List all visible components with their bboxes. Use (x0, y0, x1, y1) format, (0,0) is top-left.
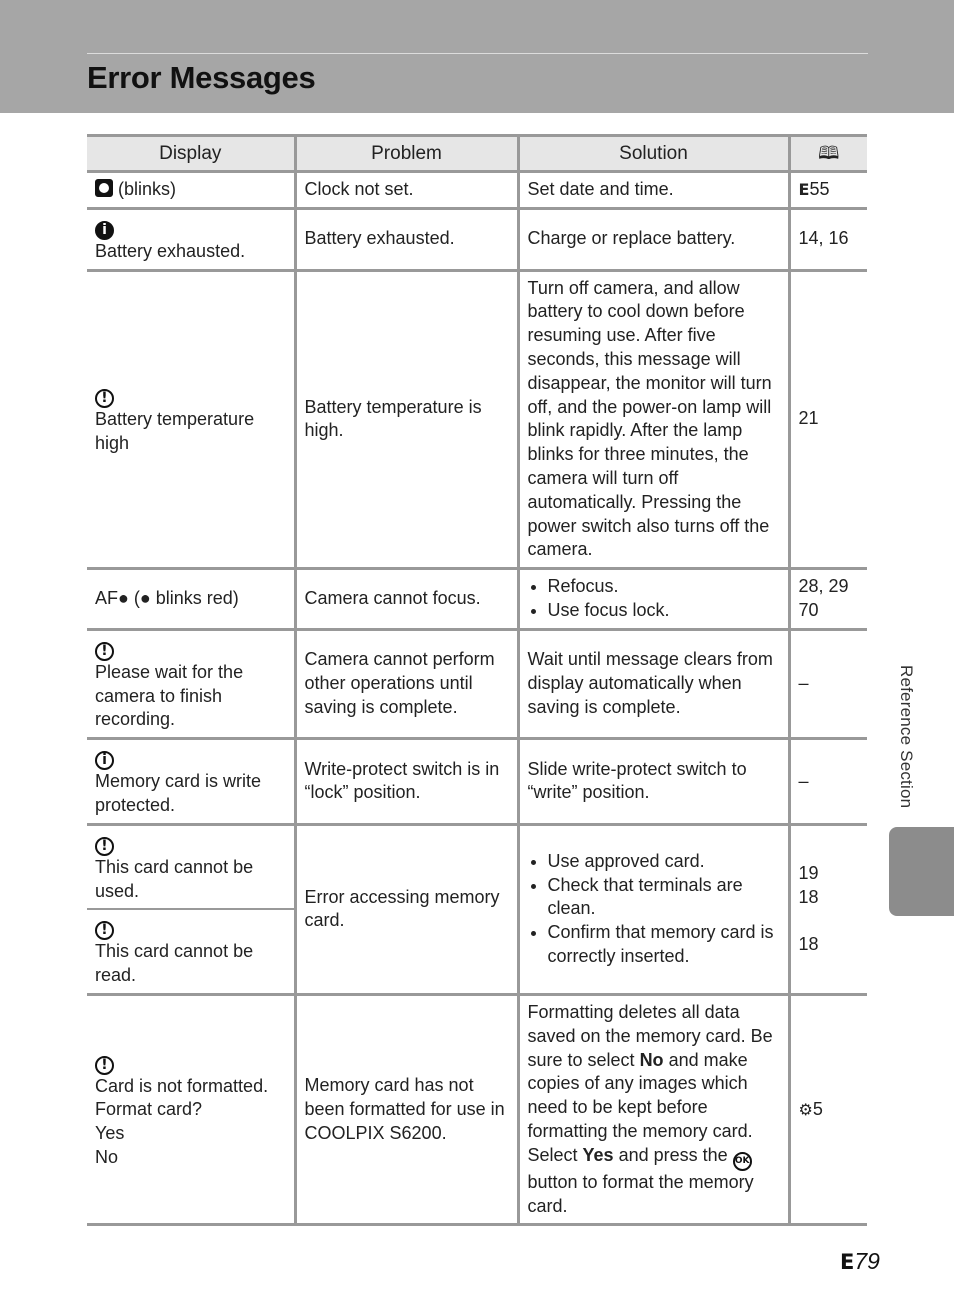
display-text: This card cannot be used. (95, 856, 254, 901)
display-text: Yes (95, 1123, 125, 1144)
yes-option-text: Yes (582, 1144, 614, 1165)
list-item: • Confirm that memory card is correctly inserted. (548, 921, 780, 969)
list-item: • Use approved card. (548, 850, 780, 874)
table-row (87, 629, 867, 738)
table-row (87, 739, 867, 825)
reference-page: 28, 29 (798, 576, 849, 597)
reference-cell: 14, 16 (789, 208, 867, 270)
reference-cell: – (789, 739, 867, 825)
solution-cell: Turn off camera, and allow battery to cool down before resuming use. After five seconds, this message will disappear, the monitor will turn off, and the power-on lamp will blink rapidly. After the lamp blinks for three minutes, the camera will turn off automatically. Pressing the power switch also turns off the camera. (518, 270, 789, 569)
warning-icon: ! (95, 921, 114, 940)
setup-menu-icon: ⚙ (798, 1099, 813, 1119)
solution-cell: Set date and time. (518, 172, 789, 209)
solution-cell: Wait until message clears from display automatically when saving is complete. (518, 629, 789, 738)
display-text: AF● (● blinks red) (87, 569, 295, 630)
table-row (87, 824, 867, 909)
clock-icon (95, 179, 113, 197)
display-text: (blinks) (113, 179, 177, 199)
warning-icon: ! (95, 1056, 114, 1075)
info-icon: i (95, 221, 114, 240)
table-row (87, 994, 867, 1224)
solution-cell: Formatting deletes all data saved on the memory card. Be sure to select No and make copies of any images which need to be kept before formatting the memory card. Select Yes and press the OK button to format the memory card. (518, 994, 789, 1224)
reference-page: 18 (798, 886, 819, 907)
header-rule (87, 53, 868, 54)
reference-cell (789, 994, 867, 1224)
solution-list (528, 575, 780, 623)
problem-cell: Write-protect switch is in “lock” position. (295, 739, 518, 825)
reference-cell: 21 (789, 270, 867, 569)
problem-cell: Error accessing memory card. (295, 824, 518, 994)
solution-cell: Slide write-protect switch to “write” position. (518, 739, 789, 825)
list-item: • Refocus. (548, 575, 780, 599)
book-icon: 🕮 (818, 142, 840, 164)
reference-cell: – (789, 629, 867, 738)
list-item: • Check that terminals are clean. (548, 874, 780, 922)
header-solution: Solution (518, 136, 789, 172)
solution-list (528, 850, 780, 969)
display-text: Card is not formatted. (95, 1075, 269, 1096)
page-number: E79 (840, 1248, 880, 1274)
problem-cell: Memory card has not been formatted for use in COOLPIX S6200. (295, 994, 518, 1224)
ok-button-icon: OK (733, 1152, 752, 1171)
display-text: Battery exhausted. (95, 240, 246, 261)
table-row (87, 569, 867, 630)
reference-page (799, 909, 860, 933)
side-tab-block (889, 827, 954, 916)
table-row (87, 208, 867, 270)
table-row (87, 172, 867, 209)
reference-page: 70 (798, 599, 819, 620)
display-text: Battery temperature high (95, 409, 255, 453)
header-band (0, 0, 954, 113)
reference-cell (789, 172, 867, 209)
header-display: Display (87, 136, 295, 172)
display-text: This card cannot be read. (95, 941, 254, 986)
header-problem: Problem (295, 136, 518, 172)
error-messages-table (87, 134, 867, 1226)
display-text: Format card? (95, 1099, 203, 1120)
display-text: No (95, 1146, 119, 1167)
reference-page: 5 (812, 1098, 823, 1119)
reference-page: 19 (798, 862, 819, 883)
display-text: Memory card is write protected. (95, 771, 262, 815)
reference-page: 55 (809, 179, 830, 199)
problem-cell: Battery temperature is high. (295, 270, 518, 569)
header-reference (789, 136, 867, 172)
table-header-row (87, 136, 867, 172)
page-title: Error Messages (87, 60, 316, 95)
warning-icon: ! (95, 389, 114, 408)
info-icon: i (95, 751, 114, 770)
side-tab-label: Reference Section (897, 665, 916, 809)
problem-cell: Camera cannot perform other operations until saving is complete. (295, 629, 518, 738)
problem-cell: Battery exhausted. (295, 208, 518, 270)
table-row (87, 270, 867, 569)
no-option-text: No (639, 1049, 664, 1070)
reference-page: 18 (798, 934, 819, 955)
list-item: • Use focus lock. (548, 599, 780, 623)
solution-cell: Charge or replace battery. (518, 208, 789, 270)
problem-cell: Camera cannot focus. (295, 569, 518, 630)
warning-icon: ! (95, 837, 114, 856)
display-text: Please wait for the camera to finish recording. (95, 661, 244, 730)
reference-section-icon: E (798, 180, 810, 199)
problem-cell: Clock not set. (295, 172, 518, 209)
warning-icon: ! (95, 642, 114, 661)
reference-section-icon: E (840, 1250, 855, 1274)
